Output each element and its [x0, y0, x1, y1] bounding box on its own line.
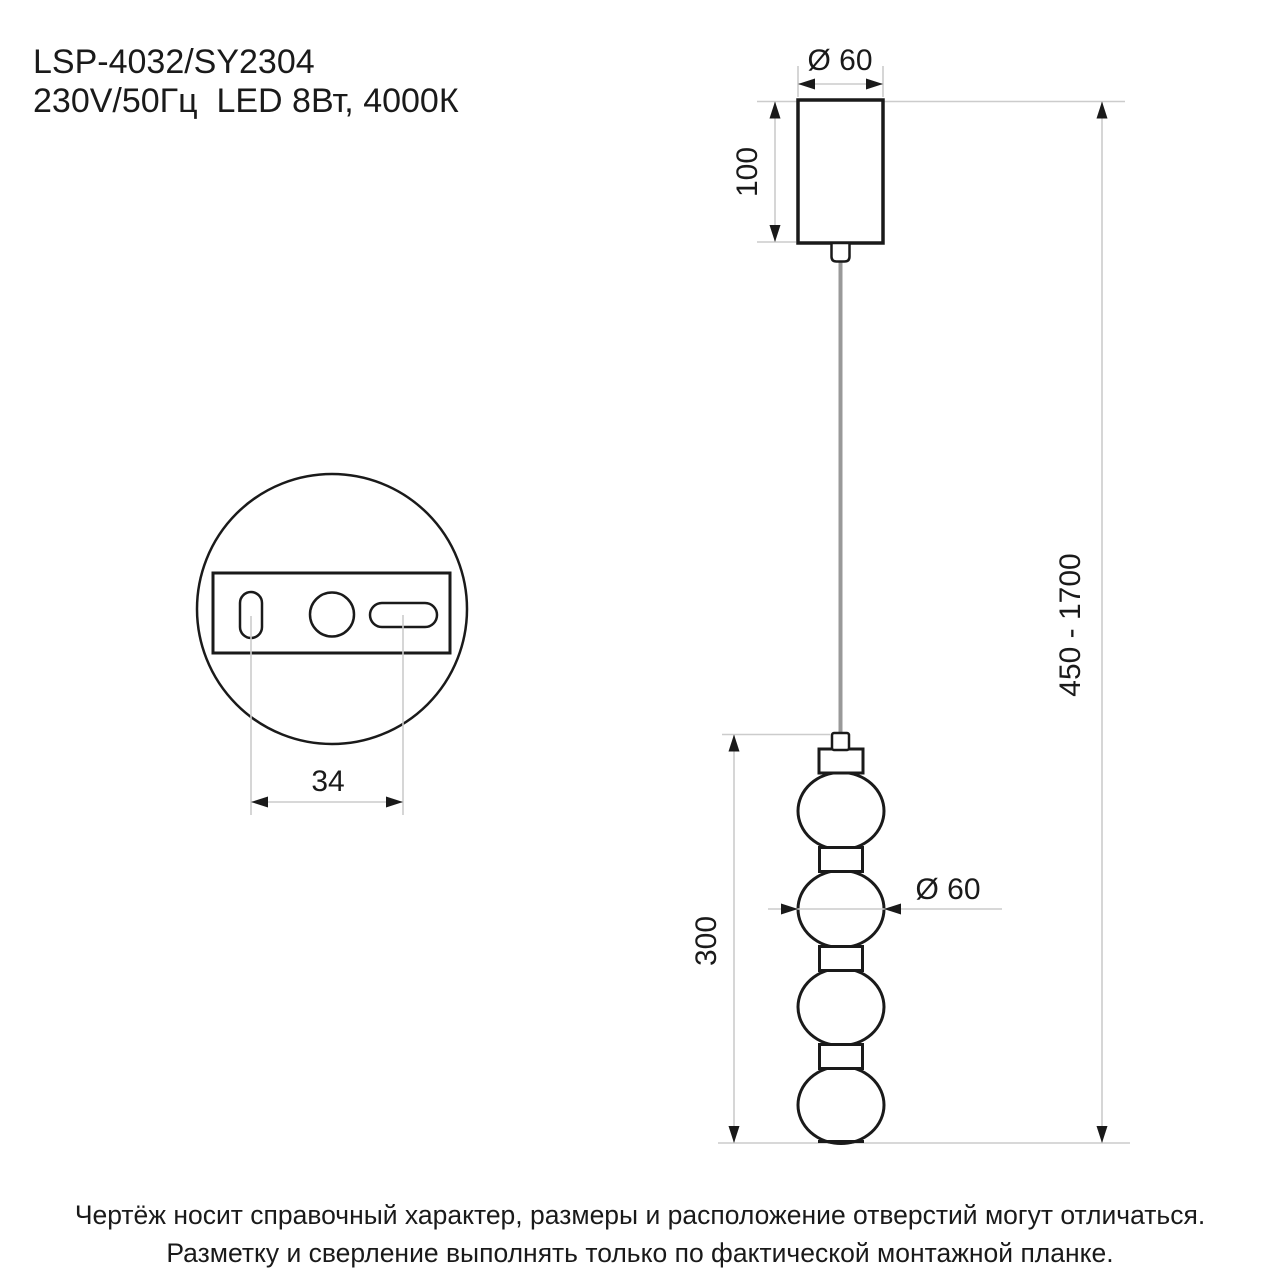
lamp-top-fitting [819, 749, 863, 773]
arrow-canopy-dia-right [866, 79, 883, 90]
lamp-cable-cap [832, 733, 849, 750]
product-code: LSP-4032/SY2304 [33, 43, 315, 81]
dim-body-diameter-label: Ø 60 [915, 873, 981, 906]
ceiling-canopy [798, 100, 883, 262]
dim-canopy-diameter-label: Ø 60 [807, 44, 873, 77]
arrow-body-h-bottom [729, 1126, 740, 1143]
mounting-plate-detail [197, 474, 467, 815]
lamp-sphere-3 [798, 969, 884, 1046]
arrow-body-dia-left [781, 904, 798, 915]
dim-body-height-label: 300 [690, 915, 723, 967]
arrow-body-dia-right [884, 904, 901, 915]
canopy-outline [798, 100, 883, 243]
lamp-sphere-4 [798, 1067, 884, 1144]
sphere-neck-3 [820, 1045, 863, 1069]
lamp-sphere-1 [798, 773, 884, 850]
dim-plate-spacing-label: 34 [311, 765, 345, 798]
arrow-canopy-h-bottom [770, 225, 781, 242]
plate-hole-center [310, 593, 354, 637]
canopy-cable-grip [832, 243, 850, 262]
sphere-neck-2 [820, 947, 863, 971]
arrow-plate-right [386, 797, 403, 808]
arrow-canopy-h-top [770, 102, 781, 119]
arrow-plate-left [251, 797, 268, 808]
lamp-body [768, 733, 1002, 1144]
arrow-range-bottom [1097, 1126, 1108, 1143]
dim-suspension-range-label: 450 - 1700 [1054, 553, 1087, 697]
arrow-canopy-dia-left [798, 79, 815, 90]
arrow-range-top [1097, 102, 1108, 119]
dimension-labels [311, 44, 1087, 966]
sphere-neck-1 [820, 848, 863, 872]
dim-canopy-height-label: 100 [731, 146, 764, 198]
footer-notes [75, 1200, 1205, 1268]
footer-note-line1: Чертёж носит справочный характер, размеры и расположение отверстий могут отличаться. [74, 1200, 1206, 1230]
footer-note-line2: Разметку и сверление выполнять только по фактической монтажной планке. [166, 1238, 1114, 1268]
product-specs: 230V/50Гц LED 8Вт, 4000К [33, 82, 459, 120]
arrow-body-h-top [729, 735, 740, 752]
